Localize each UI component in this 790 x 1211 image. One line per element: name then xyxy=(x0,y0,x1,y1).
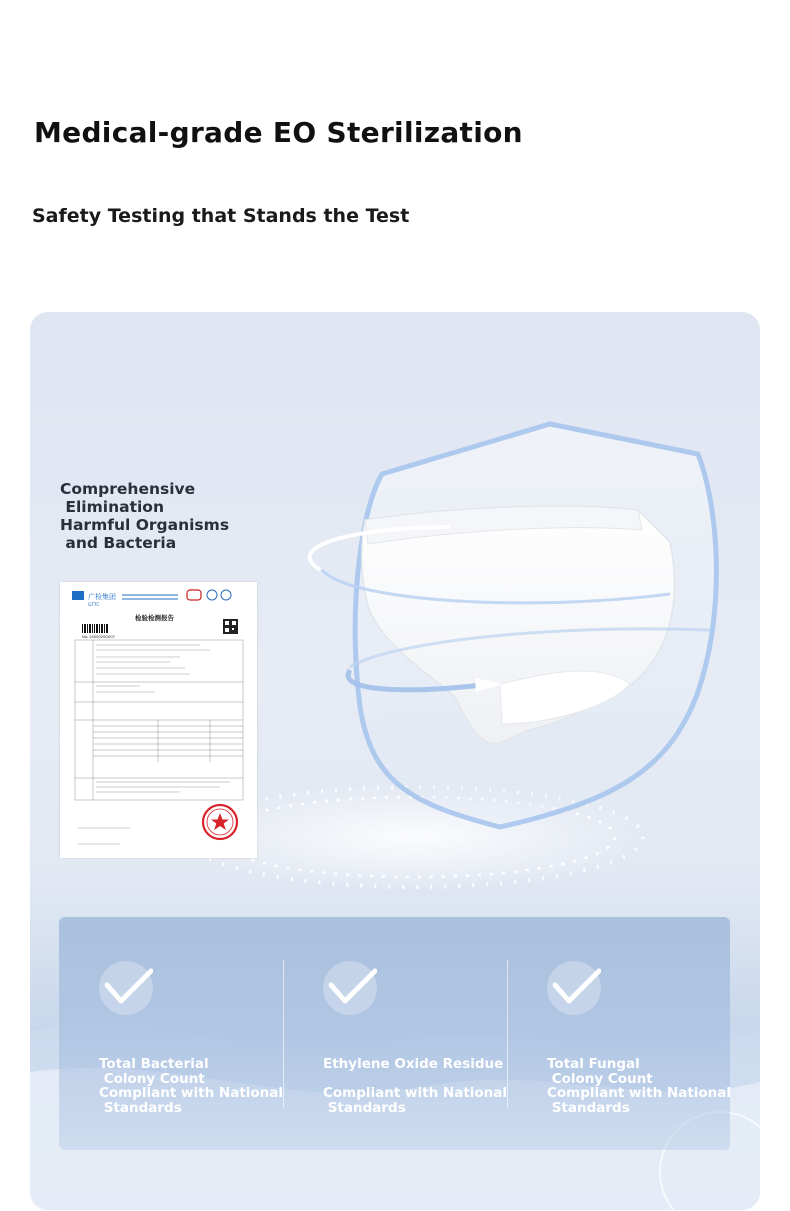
feature-status: Compliant with National Standards xyxy=(323,1085,508,1116)
feature-status: Compliant with National Standards xyxy=(547,1085,732,1116)
page-subtitle: Safety Testing that Stands the Test xyxy=(32,205,410,227)
test-results-panel xyxy=(59,917,730,1150)
test-report-image xyxy=(60,582,257,858)
product-panel xyxy=(30,312,760,1210)
report-number: No: 2400020G007 xyxy=(82,635,115,639)
check-icon xyxy=(547,961,601,1015)
report-brand-en: GTTC xyxy=(88,603,100,608)
feature-eo-residue xyxy=(283,917,507,1150)
feature-bacterial-count xyxy=(59,917,283,1150)
feature-title: Ethylene Oxide Residue xyxy=(323,1056,504,1072)
barcode-icon xyxy=(82,624,108,633)
feature-title: Total Fungal Colony Count xyxy=(547,1056,653,1087)
claim-text: Comprehensive Elimination Harmful Organisms and Bacteria xyxy=(60,480,230,552)
check-icon xyxy=(323,961,377,1015)
check-icon xyxy=(99,961,153,1015)
page-title: Medical-grade EO Sterilization xyxy=(34,116,523,149)
feature-fungal-count xyxy=(507,917,731,1150)
report-title: 检验检测报告 xyxy=(135,614,174,622)
feature-status: Compliant with National Standards xyxy=(99,1085,284,1116)
feature-title: Total Bacterial Colony Count xyxy=(99,1056,209,1087)
report-brand: 广检集团 xyxy=(88,593,116,601)
